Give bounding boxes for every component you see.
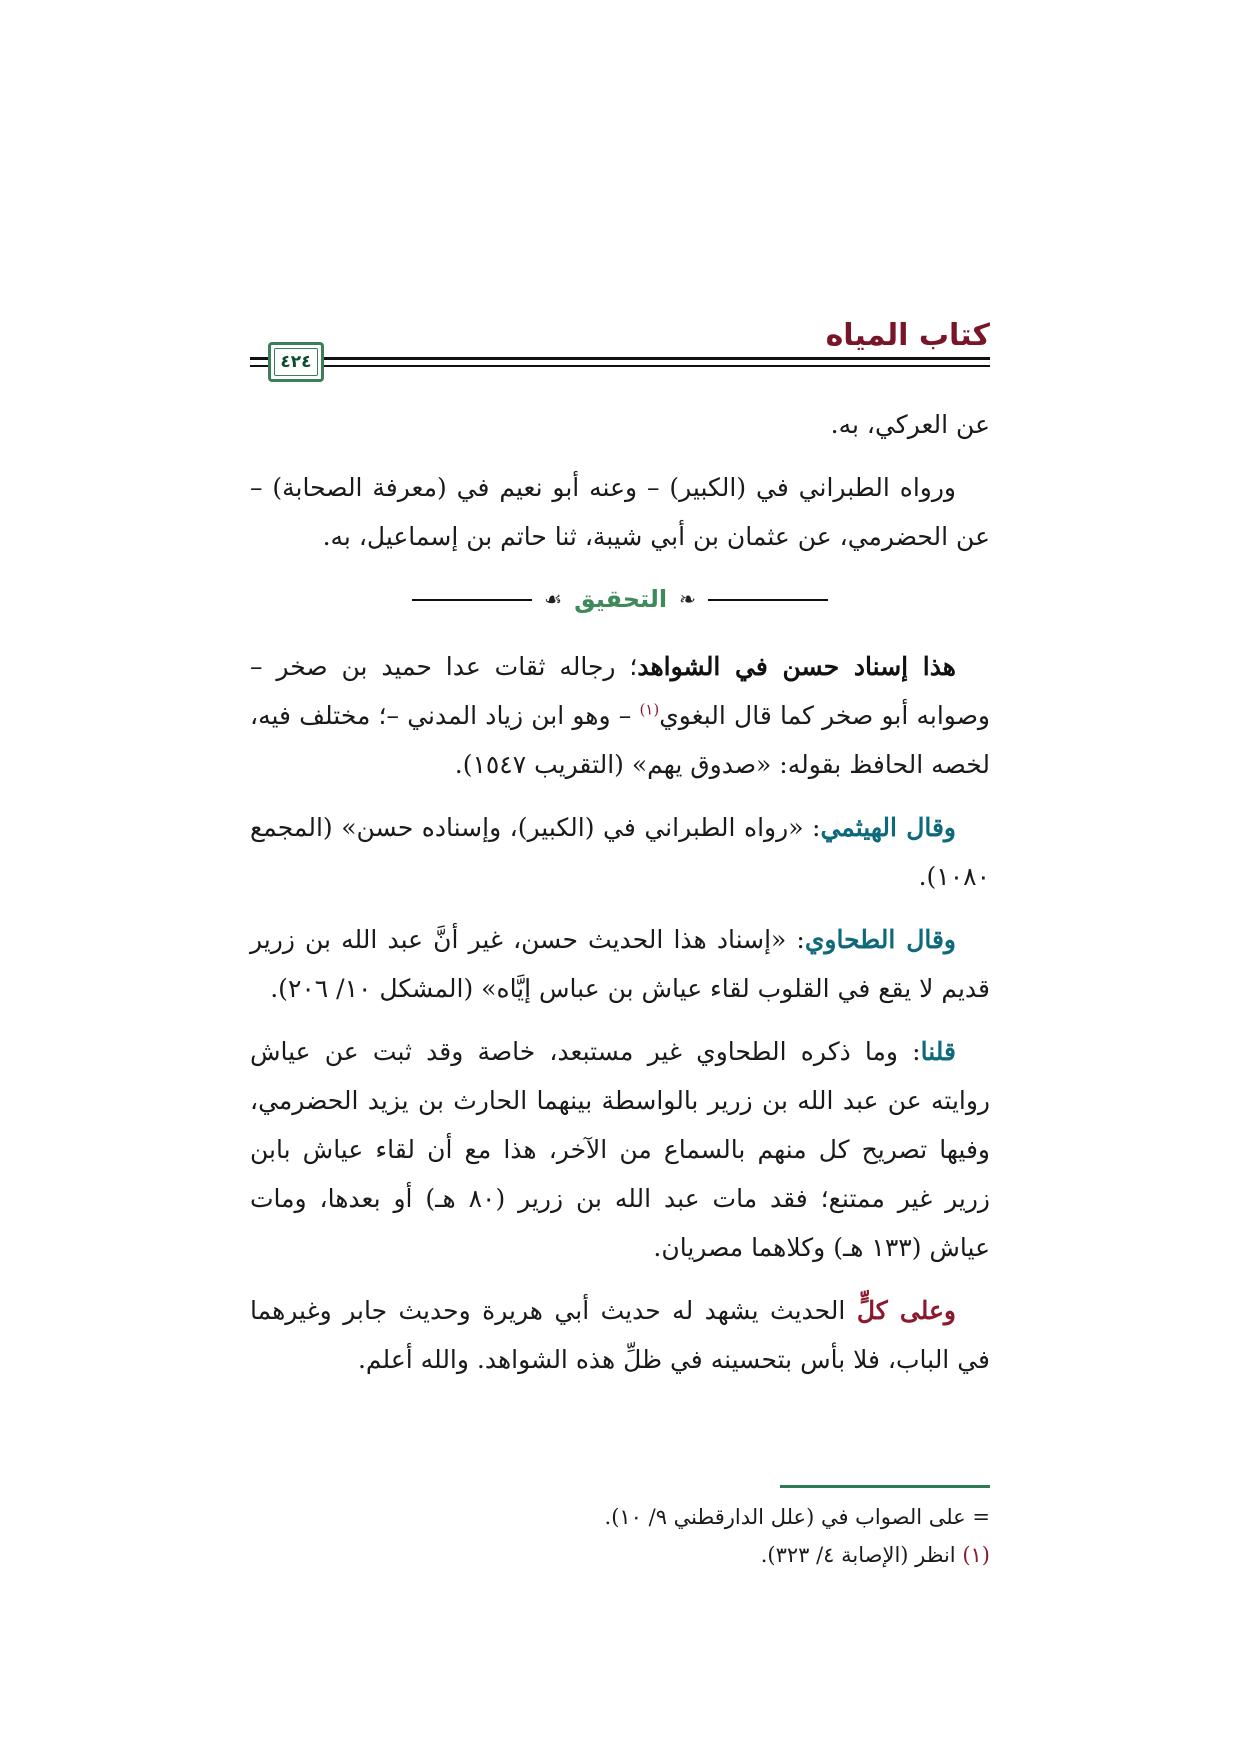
footnote-continuation: = على الصواب في (علل الدارقطني ٩/ ١٠). xyxy=(604,1505,990,1529)
paragraph-6-text: : وما ذكره الطحاوي غير مستبعد، خاصة وقد ثبت عن عياش روايته عن عبد الله بن زرير بالواسطة بينهما الحارث بن يزيد الحضرمي، وفيها تصريح كل منهم بالسماع من الآخر، هذا مع أن لقاء عياش بابن زرير غير ممتنع؛ فقد مات عبد الله بن زرير (٨٠ هـ) أو بعدها، ومات عياش (١٣٣ هـ) وكلاهما مصريان. xyxy=(250,1037,990,1262)
paragraph-5-text: : «إسناد هذا الحديث حسن، غير أنَّ عبد الله بن زرير قديم لا يقع في القلوب لقاء عياش بن عباس إيَّاه» (المشكل ١٠/ ٢٠٦). xyxy=(250,925,990,1003)
paragraph-4-lead: وقال الهيثمي xyxy=(820,813,957,842)
paragraph-7-lead: وعلى كلٍّ xyxy=(856,1296,956,1325)
paragraph-4 xyxy=(250,803,990,901)
paragraph-1: عن العركي، به. xyxy=(830,410,990,439)
paragraph-7-text: الحديث يشهد له حديث أبي هريرة وحديث جابر وغيرهما في الباب، فلا بأس بتحسينه في ظلِّ هذه الشواهد. والله أعلم. xyxy=(250,1296,990,1374)
section-heading xyxy=(250,575,990,624)
footnote-separator xyxy=(780,1485,990,1488)
ornament-icon: ☙ xyxy=(544,587,563,611)
paragraph-5 xyxy=(250,915,990,1013)
paragraph-4-text: : «رواه الطبراني في (الكبير)، وإسناده حسن» (المجمع ١٠٨٠). xyxy=(250,813,990,891)
heading-line-left xyxy=(412,599,532,601)
footnotes xyxy=(250,1498,990,1574)
paragraph-3-lead: هذا إسناد حسن في الشواهد xyxy=(637,652,956,681)
paragraph-7 xyxy=(250,1286,990,1384)
footnote-1-marker: (١) xyxy=(962,1543,990,1567)
header-rule-top xyxy=(250,357,990,360)
footnote-1 xyxy=(250,1536,990,1574)
header-rule-bottom xyxy=(250,365,990,367)
paragraph-6-lead: قلنا xyxy=(920,1037,956,1066)
section-heading-title: التحقيق xyxy=(574,585,668,613)
paragraph-6 xyxy=(250,1027,990,1272)
paragraph-3 xyxy=(250,642,990,789)
paragraph-3-text-b: – وهو ابن زياد المدني –؛ مختلف فيه، لخصه الحافظ بقوله: «صدوق يهم» (التقريب ١٥٤٧). xyxy=(250,701,990,779)
paragraph-5-lead: وقال الطحاوي xyxy=(804,925,956,954)
main-text xyxy=(250,400,990,1398)
page-number-frame xyxy=(268,342,324,382)
paragraph-2: ورواه الطبراني في (الكبير) – وعنه أبو نعيم في (معرفة الصحابة) – عن الحضرمي، عن عثمان بن أبي شيبة، ثنا حاتم بن إسماعيل، به. xyxy=(250,473,990,551)
paragraph-3-text-a: ؛ رجاله ثقات عدا حميد بن صخر – وصوابه أبو صخر كما قال البغوي xyxy=(250,652,990,730)
page-number: ٤٢٤ xyxy=(280,352,312,372)
running-header-title: كتاب المياه xyxy=(825,318,990,353)
footnote-1-text: انظر (الإصابة ٤/ ٣٢٣). xyxy=(760,1543,963,1567)
heading-line-right xyxy=(708,599,828,601)
footnote-ref-1: (١) xyxy=(639,700,660,719)
ornament-icon: ❧ xyxy=(679,587,696,611)
